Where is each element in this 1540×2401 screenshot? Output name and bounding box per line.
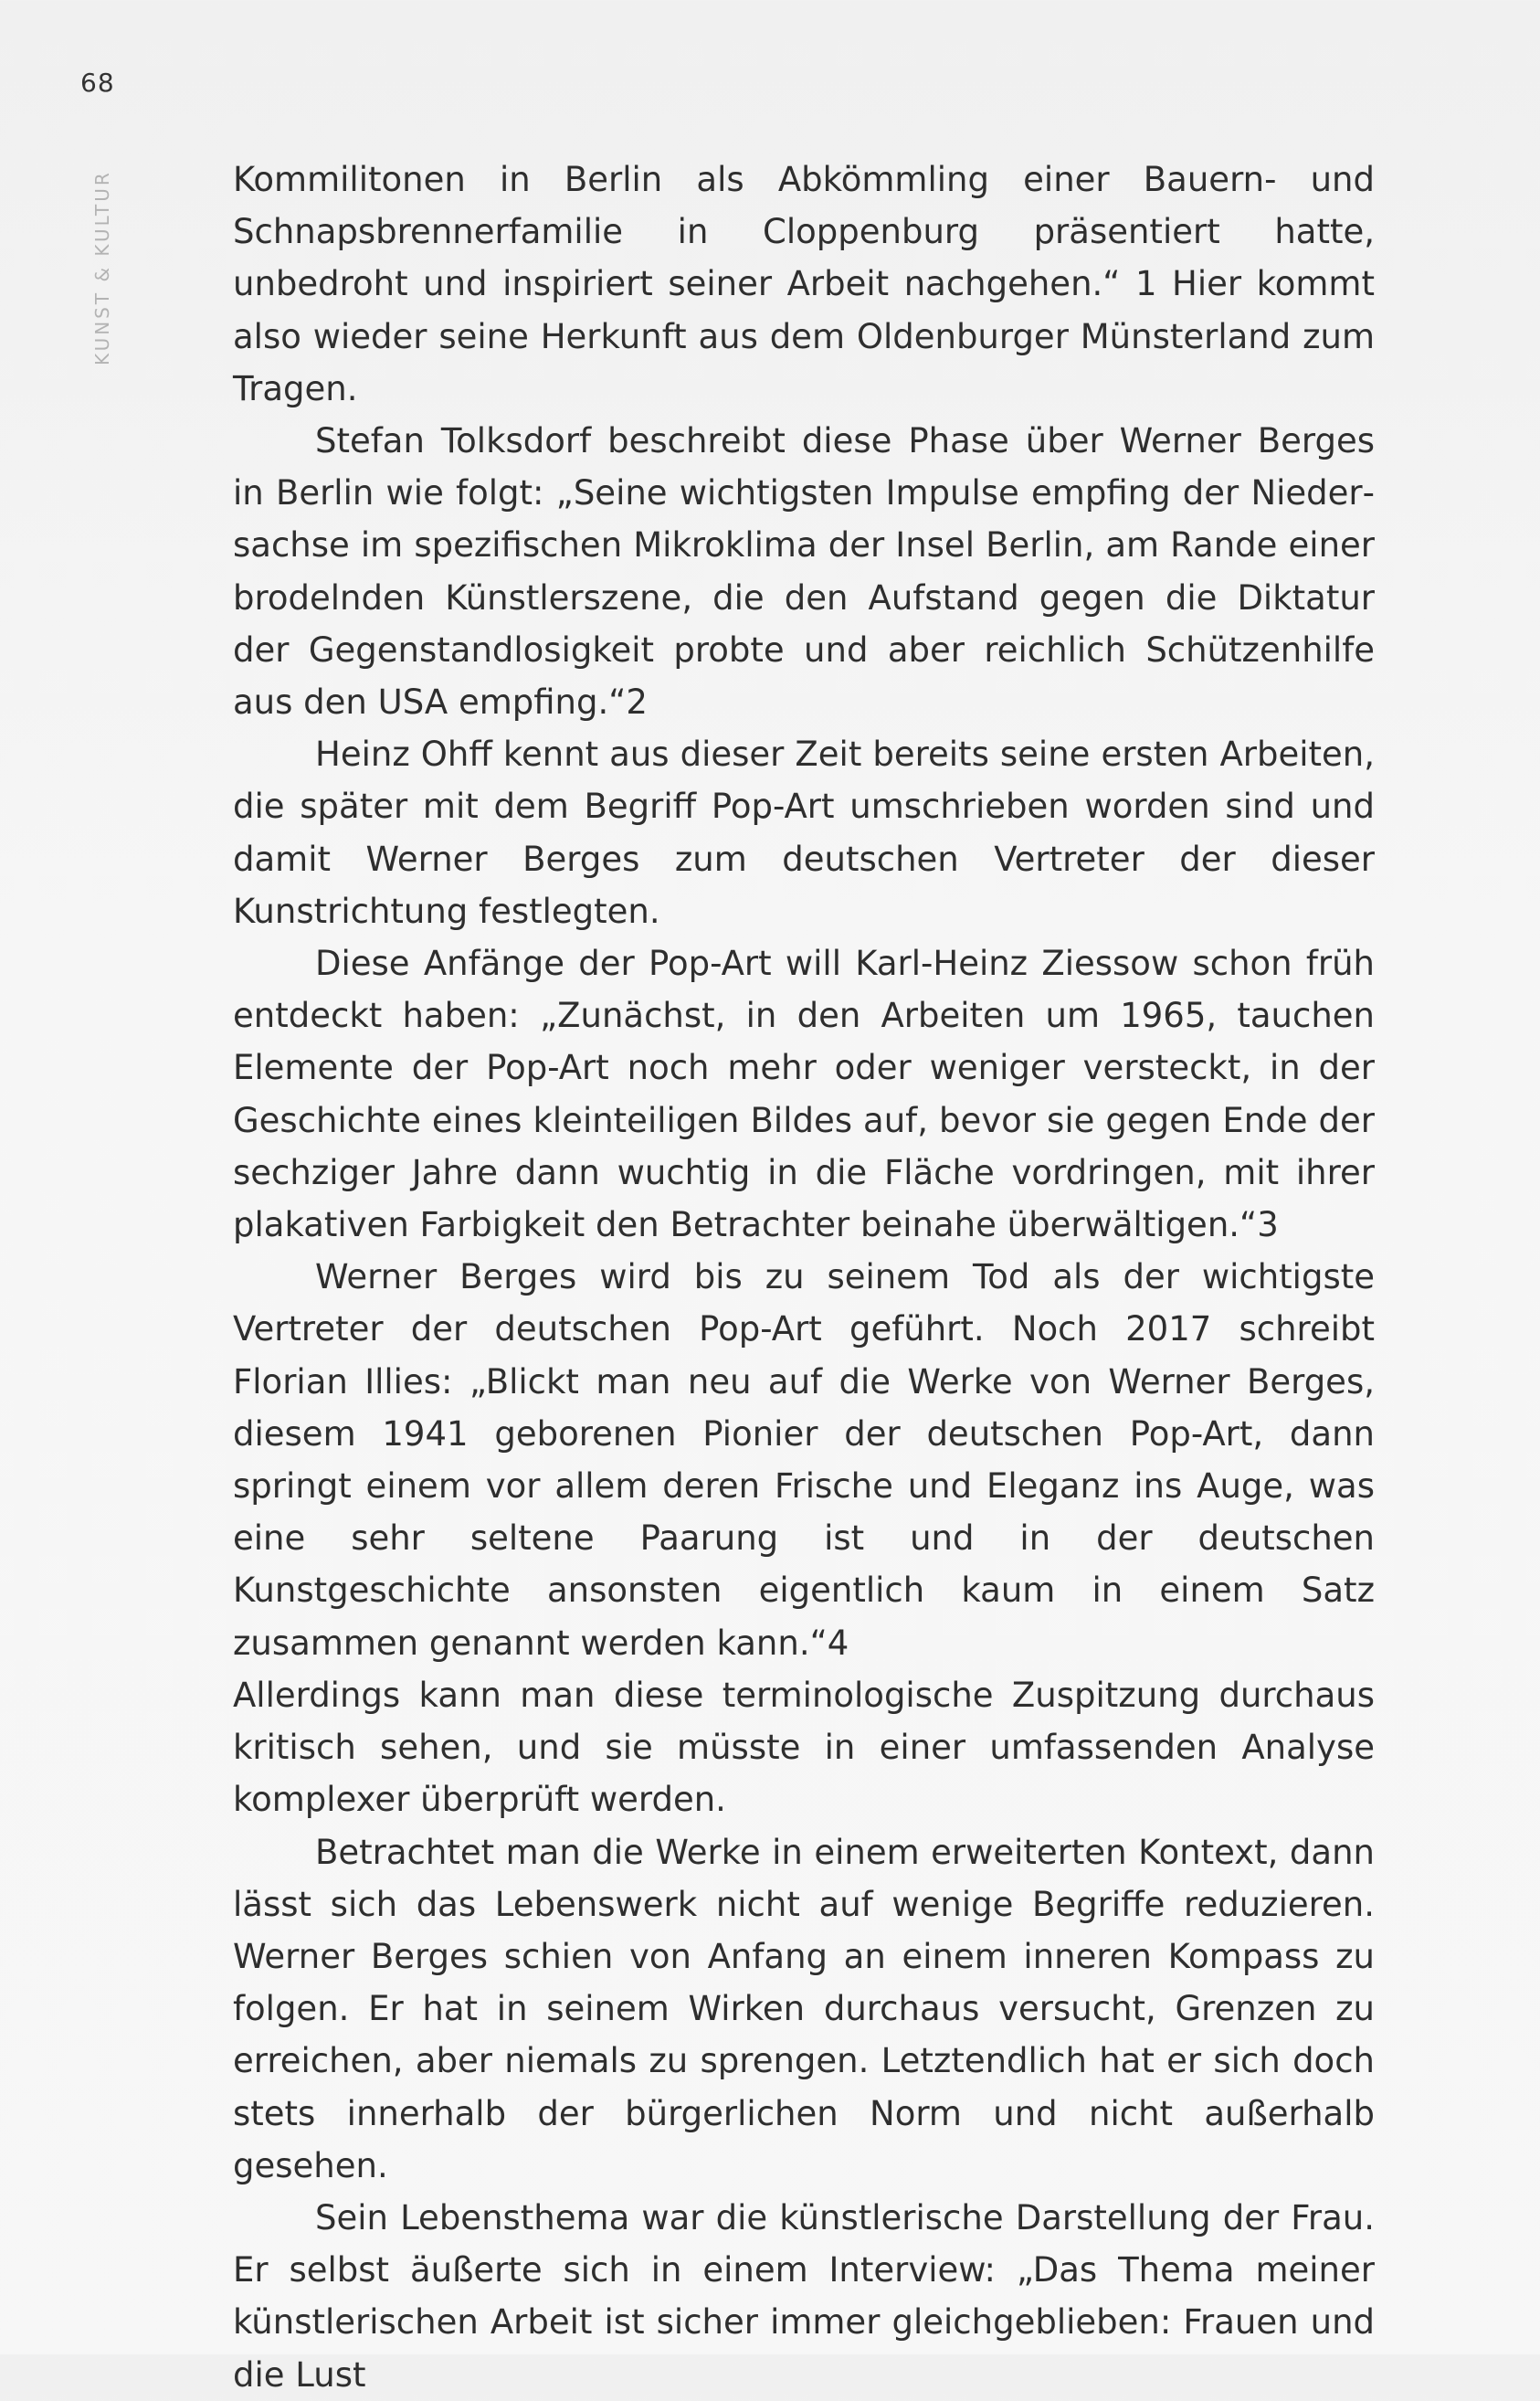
paragraph-4: Diese Anfänge der Pop-Art will Karl-Heinz Ziessow schon früh entdeckt haben: „Zunächst, in den Arbeiten um 1965, tauchen Elemente der Pop-Art noch mehr oder weniger versteckt, in der Geschichte eines kleinteiligen Bildes auf, bevor sie gegen Ende der sechziger Jahre dann wuchtig in die Fläche vordringen, mit ihrer plakativen Farbigkeit den Betrachter beinahe überwältigen.“3 xyxy=(233,944,1375,1245)
body-text xyxy=(233,153,1375,2401)
paragraph-1: Kommilitonen in Berlin als Abkömmling einer Bauern- und Schnapsbrennerfamilie in Cloppenburg präsentiert hatte, unbedroht und inspiriert seiner Arbeit nachgehen.“ 1 Hier kommt also wieder seine Herkunft aus dem Oldenburger Münsterland zum Tragen. xyxy=(233,160,1375,408)
paragraph-6: Allerdings kann man diese terminologische Zuspitzung durchaus kritisch sehen, und sie müsste in einer umfassenden Analyse komplexer überprüft werden. xyxy=(233,1675,1375,1820)
paragraph-8: Sein Lebensthema war die künstlerische Darstellung der Frau. Er selbst äußerte sich in einem Interview: „Das Thema meiner künstlerischen Arbeit ist sicher immer gleichgeblieben: Frauen und die Lust xyxy=(233,2197,1375,2395)
paragraph-2: Stefan Tolksdorf beschreibt diese Phase über Werner Berges in Berlin wie folgt: „Seine wichtigsten Impulse empfing der Niedersachse im spezifischen Mikroklima der Insel Berlin, am Rande einer brodelnden Künstlerszene, die den Aufstand gegen die Diktatur der Gegenstandlosigkeit probte und aber reichlich Schützenhilfe aus den USA empfing.“2 xyxy=(233,421,1375,723)
paragraph-3: Heinz Ohff kennt aus dieser Zeit bereits seine ersten Arbeiten, die später mit dem Begriff Pop-Art umschrieben worden sind und damit Werner Berges zum deutschen Vertreter der dieser Kunstrichtung festlegten. xyxy=(233,735,1375,931)
paragraph-7: Betrachtet man die Werke in einem erweiterten Kontext, dann lässt sich das Lebenswerk nicht auf wenige Begriffe reduzieren. Werner Berges schien von Anfang an einem inneren Kompass zu folgen. Er hat in seinem Wirken durchaus versucht, Grenzen zu erreichen, aber niemals zu sprengen. Letztendlich hat er sich doch stets innerhalb der bürgerlichen Norm und nicht außerhalb gesehen. xyxy=(233,1832,1375,2185)
paragraph-5: Werner Berges wird bis zu seinem Tod als der wichtigste Vertreter der deutschen Pop-Art geführt. Noch 2017 schreibt Florian Illies: „Blickt man neu auf die Werke von Werner Berges, diesem 1941 geborenen Pionier der deutschen Pop-Art, dann springt einem vor allem deren Frische und Eleganz ins Auge, was eine sehr seltene Paarung ist und in der deutschen Kunstgeschichte ansonsten eigentlich kaum in einem Satz zusammen genannt werden kann.“4 xyxy=(233,1257,1375,1663)
running-header: KUNST & KULTUR xyxy=(91,170,113,365)
page-number: 68 xyxy=(80,68,115,98)
